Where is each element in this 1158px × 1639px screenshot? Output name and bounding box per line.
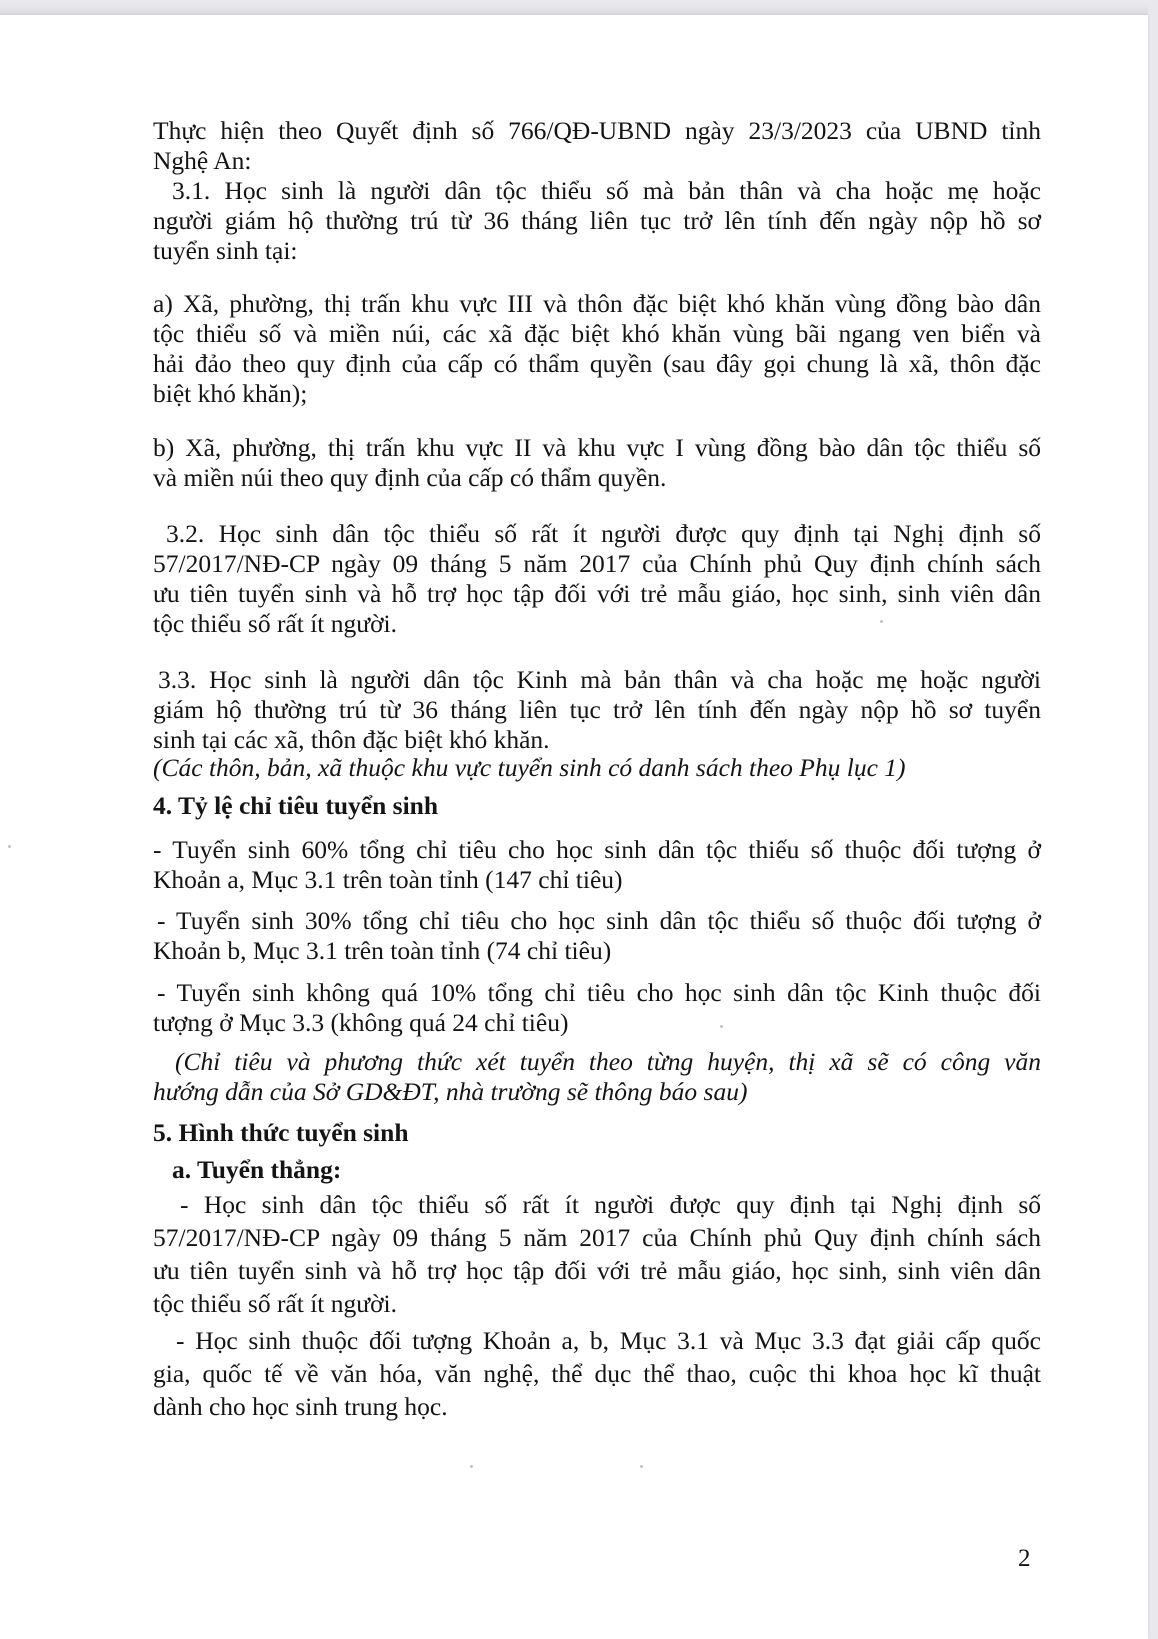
quota-bullet-3-line: - Tuyển sinh không quá 10% tổng chỉ tiêu cho học sinh dân tộc Kinh thuộc đối — [157, 978, 1041, 1007]
section-3-2-line: tộc thiểu số rất ít người. — [153, 609, 398, 638]
direct-admission-bullet-1-line: ưu tiên tuyển sinh và hỗ trợ học tập đối với trẻ mẫu giáo, học sinh, sinh viên dân — [153, 1256, 1041, 1285]
section-3-1-line: 3.1. Học sinh là người dân tộc thiểu số mà bản thân và cha hoặc mẹ hoặc — [172, 176, 1041, 205]
direct-admission-bullet-2-line: - Học sinh thuộc đối tượng Khoản a, b, Mục 3.1 và Mục 3.3 đạt giải cấp quốc — [176, 1326, 1041, 1355]
quota-bullet-3-line: tượng ở Mục 3.3 (không quá 24 chỉ tiêu) — [153, 1008, 569, 1037]
quota-bullet-2-line: - Tuyển sinh 30% tổng chỉ tiêu cho học sinh dân tộc thiểu số thuộc đối tượng ở — [157, 906, 1041, 935]
direct-admission-bullet-1-line: - Học sinh dân tộc thiểu số rất ít người được quy định tại Nghị định số — [180, 1190, 1041, 1219]
item-a-line: a) Xã, phường, thị trấn khu vực III và thôn đặc biệt khó khăn vùng đồng bào dân — [153, 289, 1041, 318]
quota-bullet-1-line: - Tuyển sinh 60% tổng chỉ tiêu cho học sinh dân tộc thiếu số thuộc đối tượng ở — [153, 835, 1041, 864]
direct-admission-subheading: a. Tuyển thẳng: — [172, 1155, 342, 1184]
item-a-line: hải đảo theo quy định của cấp có thẩm quyền (sau đây gọi chung là xã, thôn đặc — [153, 349, 1041, 378]
appendix-note: (Các thôn, bản, xã thuộc khu vực tuyển sinh có danh sách theo Phụ lục 1) — [153, 753, 906, 782]
item-a-line: tộc thiểu số và miền núi, các xã đặc biệt khó khăn vùng bãi ngang ven biển và — [153, 319, 1041, 348]
section-4-heading: 4. Tỷ lệ chỉ tiêu tuyển sinh — [153, 791, 439, 820]
item-b-line: b) Xã, phường, thị trấn khu vực II và khu vực I vùng đồng bào dân tộc thiểu số — [153, 433, 1041, 462]
quota-bullet-1-line: Khoản a, Mục 3.1 trên toàn tỉnh (147 chỉ tiêu) — [153, 865, 623, 894]
item-b-line: và miền núi theo quy định của cấp có thẩm quyền. — [153, 463, 667, 492]
viewer-right-edge — [1148, 0, 1158, 1639]
section-3-1-line: tuyển sinh tại: — [153, 236, 298, 265]
intro-line: Thực hiện theo Quyết định số 766/QĐ-UBND ngày 23/3/2023 của UBND tỉnh — [153, 116, 1041, 145]
quota-note-line: hướng dẫn của Sở GD&ĐT, nhà trường sẽ thông báo sau) — [153, 1077, 748, 1106]
direct-admission-bullet-2-line: gia, quốc tế về văn hóa, văn nghệ, thể dục thể thao, cuộc thi khoa học kĩ thuật — [153, 1359, 1041, 1388]
page-number: 2 — [1018, 1545, 1031, 1572]
section-3-2-line: 57/2017/NĐ-CP ngày 09 tháng 5 năm 2017 của Chính phủ Quy định chính sách — [153, 549, 1041, 578]
quota-bullet-2-line: Khoản b, Mục 3.1 trên toàn tỉnh (74 chỉ tiêu) — [153, 936, 612, 965]
direct-admission-bullet-2-line: dành cho học sinh trung học. — [153, 1392, 448, 1421]
quota-note-line: (Chỉ tiêu và phương thức xét tuyển theo từng huyện, thị xã sẽ có công văn — [175, 1047, 1041, 1076]
section-3-3-line: 3.3. Học sinh là người dân tộc Kinh mà bản thân và cha hoặc mẹ hoặc người — [158, 665, 1041, 694]
section-3-2-line: 3.2. Học sinh dân tộc thiểu số rất ít người được quy định tại Nghị định số — [166, 519, 1041, 548]
intro-line: Nghệ An: — [153, 146, 252, 175]
section-3-3-line: sinh tại các xã, thôn đặc biệt khó khăn. — [153, 725, 550, 754]
item-a-line: biệt khó khăn); — [153, 379, 308, 408]
section-5-heading: 5. Hình thức tuyển sinh — [153, 1118, 409, 1147]
direct-admission-bullet-1-line: 57/2017/NĐ-CP ngày 09 tháng 5 năm 2017 của Chính phủ Quy định chính sách — [153, 1223, 1041, 1252]
viewer-top-edge — [0, 0, 1158, 15]
section-3-2-line: ưu tiên tuyển sinh và hỗ trợ học tập đối với trẻ mẫu giáo, học sinh, sinh viên dân — [153, 579, 1041, 608]
section-3-1-line: người giám hộ thường trú từ 36 tháng liên tục trở lên tính đến ngày nộp hồ sơ — [153, 206, 1041, 235]
section-3-3-line: giám hộ thường trú từ 36 tháng liên tục trở lên tính đến ngày nộp hồ sơ tuyển — [153, 695, 1041, 724]
direct-admission-bullet-1-line: tộc thiểu số rất ít người. — [153, 1289, 398, 1318]
